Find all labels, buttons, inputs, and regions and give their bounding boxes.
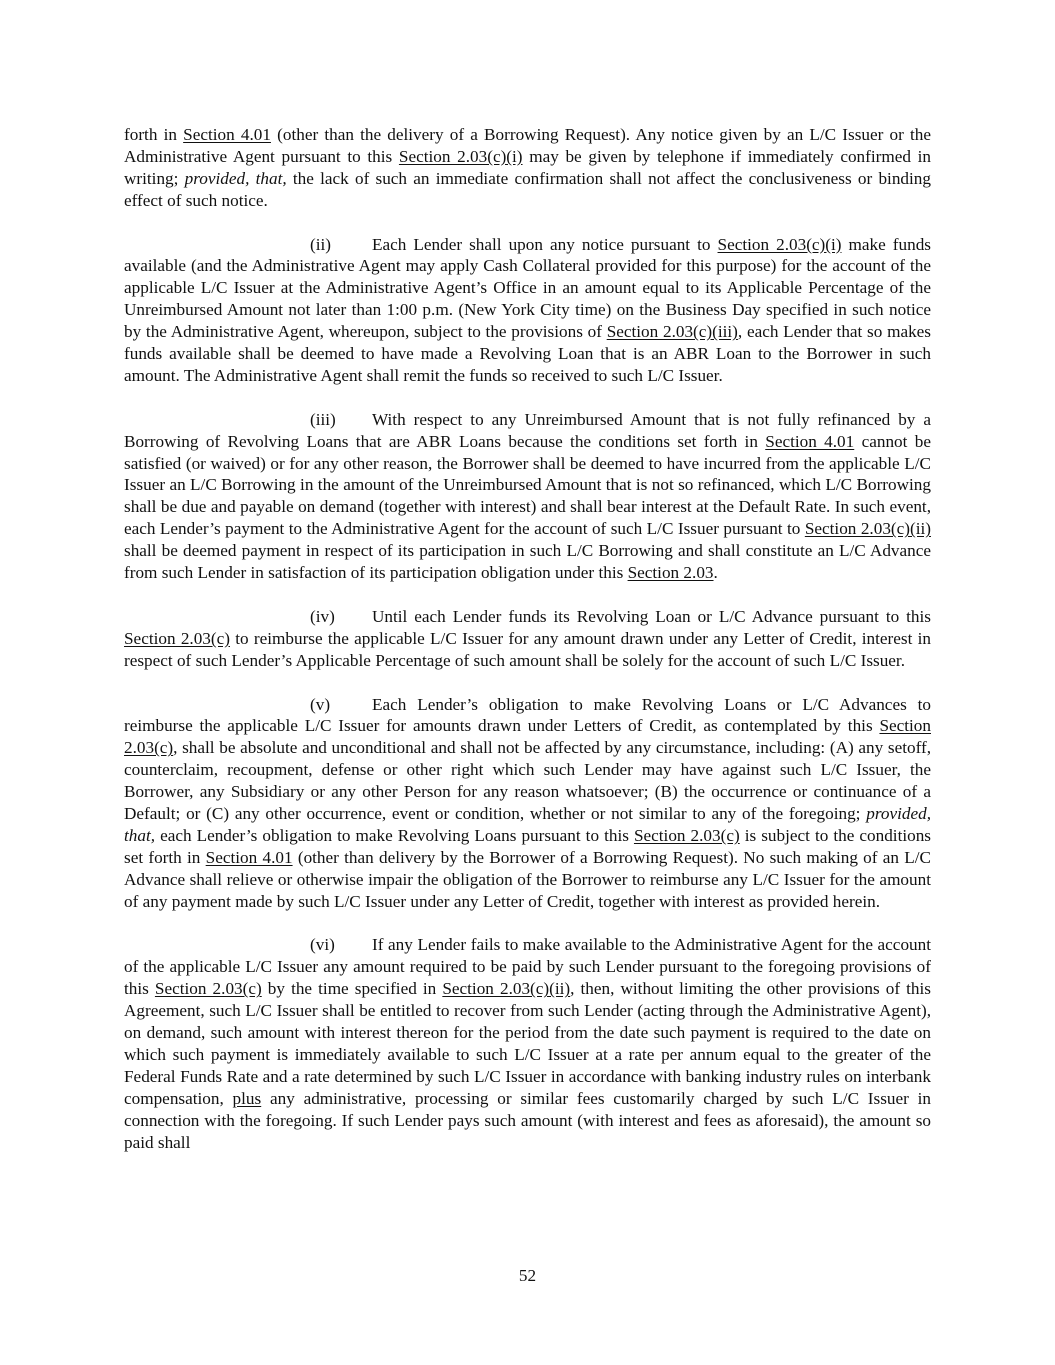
paragraph-number: (iv)	[310, 606, 335, 626]
body-text: may be given by telephone if immediately confirmed in writing;	[124, 146, 931, 188]
section-reference: Section 4.01	[765, 431, 855, 451]
section-reference: Section 4.01	[183, 125, 271, 144]
body-text: Each Lender shall upon any notice pursuant to	[372, 234, 718, 254]
document-body	[124, 124, 931, 1154]
section-reference: Section 2.03(c)(i)	[717, 234, 842, 254]
paragraph	[124, 934, 931, 1153]
body-text: any administrative, processing or similar fees customarily charged by such L/C Issuer in connection with the foregoing. If such Lender pays such amount (with interest and fees as aforesaid), the amount so paid shall	[124, 1088, 931, 1152]
body-text: , each Lender that so makes funds available shall be deemed to have made a Revolving Loan that is an ABR Loan to the Borrower in such amount. The Administrative Agent shall remit the funds so received to such L/C Issuer.	[124, 322, 931, 385]
section-reference: Section 2.03(c)(ii)	[442, 979, 571, 999]
body-text: With respect to any Unreimbursed Amount that is not fully refinanced by a Borrowing of Revolving Loans that are ABR Loans because the conditions set forth in	[124, 409, 931, 451]
body-text: , then, without limiting the other provisions of this Agreement, such L/C Issuer shall be entitled to recover from such Lender (acting through the Administrative Agent), on demand, such amount with interest thereon for the period from the date such payment is required to the date on which such payment is immediately available to such L/C Issuer at a rate per annum equal to the greater of the Federal Funds Rate and a rate determined by such L/C Issuer in accordance with banking industry rules on interbank compensation,	[124, 979, 931, 1108]
body-text: shall be deemed payment in respect of its participation in such L/C Borrowing and shall constitute an L/C Advance from such Lender in satisfaction of its participation obligation under this	[124, 541, 931, 583]
section-reference: Section 2.03(c)(ii)	[804, 519, 931, 539]
body-text: (other than the delivery of a Borrowing Request). Any notice given by an L/C Issuer or the Administrative Agent pursuant to this	[124, 125, 932, 166]
emphasis-text: provided, that,	[124, 804, 931, 845]
paragraph-number: (iii)	[310, 409, 336, 429]
body-text: (other than delivery by the Borrower of a Borrowing Request). No such making of an L/C Advance shall relieve or otherwise impair the obligation of the Borrower to reimburse any L/C Issuer for the amount of any payment made by such L/C Issuer under any Letter of Credit, together with interest as provided herein.	[124, 847, 931, 911]
section-reference: Section 2.03(c)	[124, 628, 230, 648]
paragraph-number: (ii)	[310, 234, 331, 254]
section-reference: Section 2.03(c)(iii)	[606, 322, 738, 342]
body-text: to reimburse the applicable L/C Issuer for any amount drawn under any Letter of Credit, interest in respect of such Lender’s Applicable Percentage of such amount shall be solely for the account of such L/C Issuer.	[124, 628, 931, 670]
body-text: Until each Lender funds its Revolving Loan or L/C Advance pursuant to this	[372, 606, 931, 626]
paragraph	[124, 234, 931, 387]
body-text: is subject to the conditions set forth in	[124, 825, 931, 867]
section-reference: Section 2.03(c)	[154, 979, 262, 999]
paragraph	[124, 124, 931, 212]
paragraph	[124, 409, 931, 584]
section-reference: Section 2.03(c)	[124, 716, 931, 758]
paragraph-number: (vi)	[310, 935, 335, 955]
section-reference: Section 2.03(c)(i)	[398, 146, 523, 166]
body-text: Each Lender’s obligation to make Revolving Loans or L/C Advances to reimburse the applicable L/C Issuer for amounts drawn under Letters of Credit, as contemplated by this	[124, 694, 931, 736]
emphasis-text: provided, that,	[184, 168, 287, 188]
body-text: , shall be absolute and unconditional and shall not be affected by any circumstance, including: (A) any setoff, counterclaim, recoupment, defense or other right which such Lender may have against such L/C Issuer, the Borrower, any Subsidiary or any other Person for any reason whatsoever; (B) the occurrence or continuance of a Default; or (C) any other occurrence, event or condition, whether or not similar to any of the foregoing;	[124, 738, 931, 824]
body-text: .	[713, 563, 718, 583]
paragraph	[124, 606, 931, 672]
body-text: the lack of such an immediate confirmation shall not affect the conclusiveness or binding effect of such notice.	[124, 168, 931, 210]
section-reference: Section 4.01	[205, 847, 293, 867]
body-text: make funds available (and the Administrative Agent may apply Cash Collateral provided for this purpose) for the account of the applicable L/C Issuer at the Administrative Agent’s Office in an amount equal to its Applicable Percentage of the Unreimbursed Amount not later than 1:00 p.m. (New York City time) on the Business Day specified in such notice by the Administrative Agent, whereupon, subject to the provisions of	[124, 234, 931, 342]
body-text: If any Lender fails to make available to the Administrative Agent for the account of the applicable L/C Issuer any amount required to be paid by such Lender pursuant to the foregoing provisions of this	[124, 935, 931, 999]
paragraph	[124, 694, 931, 913]
section-reference: Section 2.03	[627, 563, 714, 583]
section-reference: plus	[232, 1088, 262, 1108]
body-text: cannot be satisfied (or waived) or for any other reason, the Borrower shall be deemed to have incurred from the applicable L/C Issuer an L/C Borrowing in the amount of the Unreimbursed Amount that is not so refinanced, which L/C Borrowing shall be due and payable on demand (together with interest) and shall bear interest at the Default Rate. In such event, each Lender’s payment to the Administrative Agent for the account of such L/C Issuer pursuant to	[124, 431, 931, 539]
body-text: each Lender’s obligation to make Revolving Loans pursuant to this	[155, 825, 634, 845]
page-number: 52	[518, 1266, 537, 1285]
body-text: by the time specified in	[261, 979, 443, 999]
body-text: forth in	[124, 125, 184, 144]
paragraph-number: (v)	[310, 694, 331, 714]
section-reference: Section 2.03(c)	[633, 825, 740, 845]
